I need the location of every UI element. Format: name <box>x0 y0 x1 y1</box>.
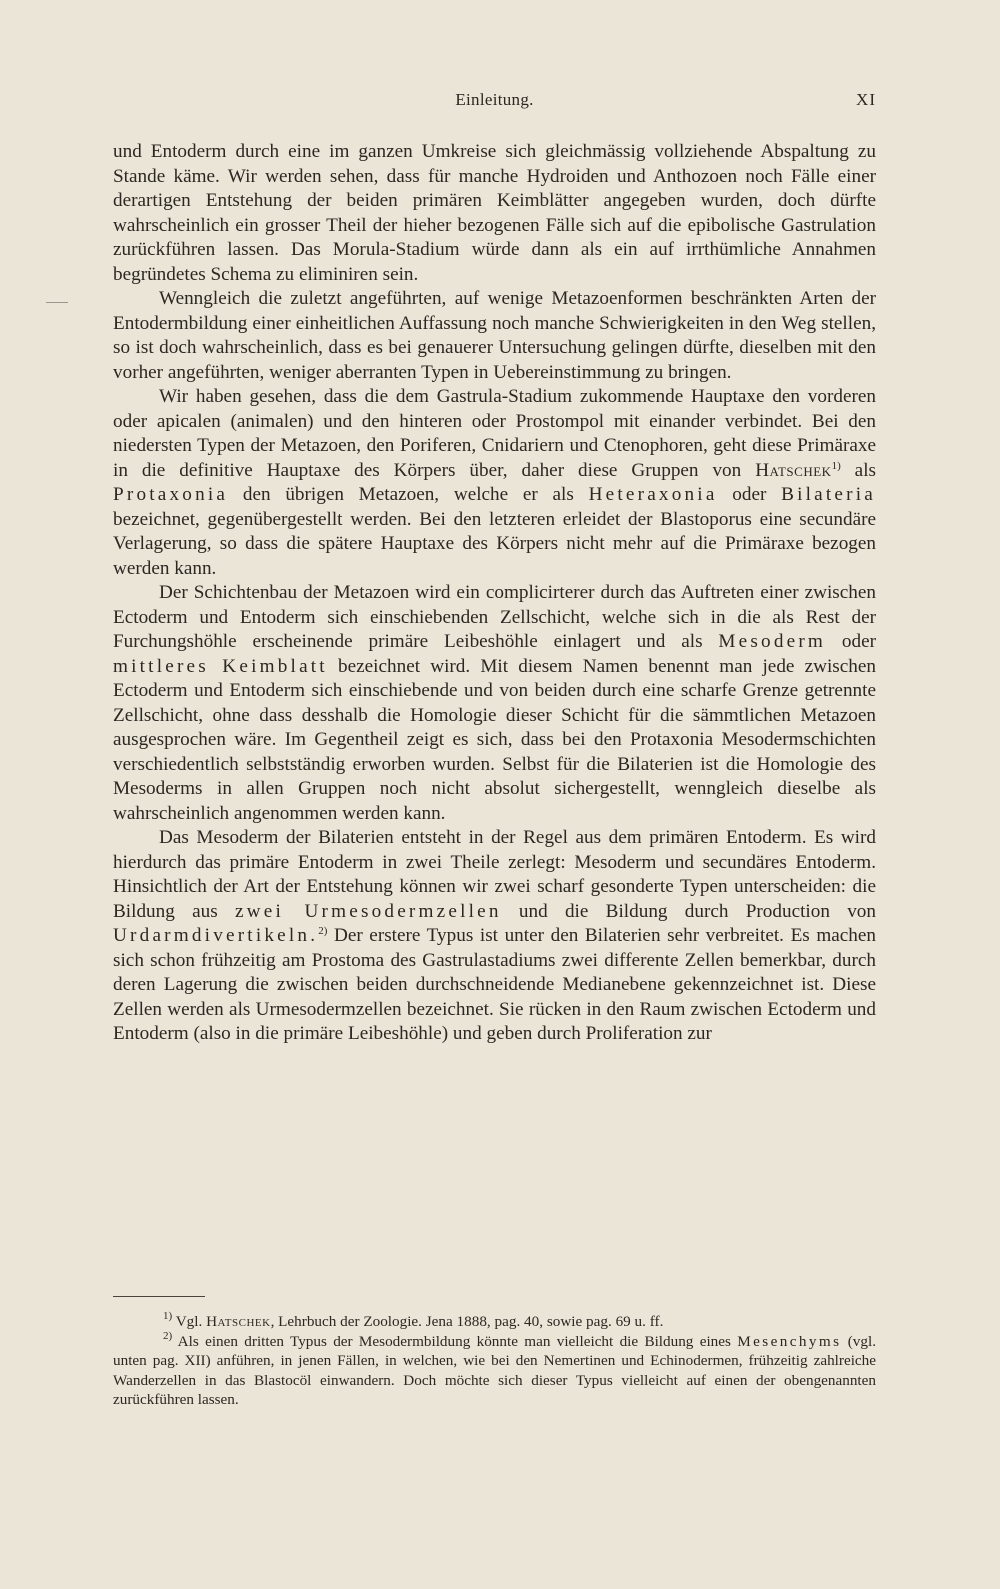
spaced-emphasis: Mesoderm <box>718 631 827 652</box>
text-run: als <box>840 459 876 481</box>
spaced-emphasis: Urdarmdivertikeln. <box>113 925 319 946</box>
margin-mark <box>46 302 68 303</box>
paragraph <box>113 140 876 287</box>
text-run: Vgl. <box>172 1313 207 1330</box>
text-run: Der Schichtenbau der Metazoen wird ein complicirterer durch das Auftreten einer zwischen Ectoderm und Entoderm sich einschiebenden Zellschicht, welche sich in die als Rest der Furchungshöhle erscheinende primäre Leibeshöhle einlagert und als <box>113 582 876 652</box>
footnote <box>113 1312 876 1332</box>
text-run: und Entoderm durch eine im ganzen Umkreise sich gleichmässig vollziehende Abspaltung zu Stande käme. Wir werden sehen, dass für manche Hydroiden und Anthozoen noch Fälle einer derartigen Entstehung der beiden primären Keimblätter angegeben wurden, doch dürfte wahrscheinlich ein grosser Theil der hieher bezogenen Fälle sich auf die epibolische Gastrulation zurückführen lassen. Das Morula-Stadium würde dann als ein auf irrthümliche Annahmen begründetes Schema zu eliminiren sein. <box>113 141 876 285</box>
text-run: Der erstere Typus ist unter den Bilaterien sehr verbreitet. Es machen sich schon frühzeitig am Prostoma des Gastrulastadiums zwei differente Zellen bemerkbar, durch deren Lagerung die zwischen beiden durchschneidende Medianebene gekennzeichnet ist. Diese Zellen werden als Urmesodermzellen bezeichnet. Sie rücken in den Raum zwischen Ectoderm und Entoderm (also in die primäre Leibeshöhle) und geben durch Proliferation zur <box>113 925 876 1044</box>
body-text <box>113 140 876 1047</box>
text-run: (vgl. unten pag. XII) anführen, in jenen Fällen, in welchen, wie bei den Nemertinen und Echinodermen, frühzeitig zahlreiche Wanderzellen in das Blastocöl einwandern. Doch möchte sich dieser Typus vielleicht auf einen der obengenannten zurückführen lassen. <box>113 1332 876 1408</box>
spaced-emphasis: Bilateria <box>781 484 876 505</box>
text-run: bezeichnet, gegenübergestellt werden. Bei den letzteren erleidet der Blastoporus eine secundäre Verlagerung, so dass die spätere Hauptaxe des Körpers nicht mehr auf die Primäraxe bezogen werden kann. <box>113 508 876 579</box>
paragraph <box>113 581 876 826</box>
text-run: Als einen dritten Typus der Mesodermbildung könnte man vielleicht die Bildung eines <box>172 1332 738 1350</box>
paragraph <box>113 826 876 1047</box>
text-run: oder <box>826 631 877 652</box>
spaced-emphasis: Heteraxonia <box>588 484 718 505</box>
footnote-marker: 2) <box>318 925 328 937</box>
spaced-emphasis: Mesenchyms <box>737 1332 842 1350</box>
author-name: Hatschek <box>755 459 832 481</box>
footnote-marker: 1) <box>831 459 841 472</box>
page-number: XI <box>856 90 876 109</box>
author-name: Hatschek <box>206 1313 271 1330</box>
footnote-marker: 1) <box>163 1310 173 1322</box>
text-run: oder <box>717 484 782 505</box>
running-header <box>113 90 876 114</box>
spaced-emphasis: zwei Urmesodermzellen <box>234 900 502 922</box>
footnote-marker: 2) <box>163 1329 173 1342</box>
text-run: den übrigen Metazoen, welche er als <box>228 484 589 505</box>
text-run: , Lehrbuch der Zoologie. Jena 1888, pag. 40, sowie pag. 69 u. ff. <box>270 1313 664 1330</box>
footnote-rule <box>113 1296 205 1297</box>
text-run: bezeichnet wird. Mit diesem Namen benennt man jede zwischen Ectoderm und Entoderm sich einschiebende und von beiden durch eine scharfe Grenze getrennte Zellschicht, ohne dass desshalb die Homologie dieser Schicht für die sämmtlichen Metazoen ausgesprochen wäre. Im Gegentheil zeigt es sich, dass bei den Protaxonia Mesodermschichten verschiedentlich selbstständig erworben wurden. Selbst für die Bilaterien ist die Homologie des Mesoderms in allen Gruppen noch nicht absolut sichergestellt, wenngleich dieselbe als wahrscheinlich angenommen werden kann. <box>113 655 876 824</box>
text-run: und die Bildung durch Production von <box>501 900 876 922</box>
text-run: Wir haben gesehen, dass die dem Gastrula-Stadium zukommende Hauptaxe den vorderen oder apicalen (animalen) und den hinteren oder Prostompol mit einander verbindet. Bei den niedersten Typen der Metazoen, den Poriferen, Cnidariern und Ctenophoren, geht diese Primäraxe in die definitive Hauptaxe des Körpers über, daher diese Gruppen von <box>113 386 876 481</box>
paragraph <box>113 287 876 385</box>
footnotes <box>113 1312 876 1410</box>
text-run: Wenngleich die zuletzt angeführten, auf wenige Metazoenformen beschränkten Arten der Entodermbildung einer einheitlichen Auffassung noch manche Schwierigkeiten in den Weg stellen, so ist doch wahrscheinlich, dass es bei genauerer Untersuchung gelingen dürfte, dieselben mit den vorher angeführten, weniger aberranten Typen in Uebereinstimmung zu bringen. <box>113 288 876 383</box>
text-run: Das Mesoderm der Bilaterien entsteht in der Regel aus dem primären Entoderm. Es wird hierdurch das primäre Entoderm in zwei Theile zerlegt: Mesoderm und secundäres Entoderm. Hinsichtlich der Art der Entstehung können wir zwei scharf gesonderte Typen unterscheiden: die Bildung aus <box>113 827 876 922</box>
footnote <box>113 1329 876 1410</box>
running-title: Einleitung. <box>455 90 534 109</box>
spaced-emphasis: Protaxonia <box>113 484 229 505</box>
spaced-emphasis: mittleres Keimblatt <box>113 655 328 677</box>
paragraph <box>113 385 876 581</box>
